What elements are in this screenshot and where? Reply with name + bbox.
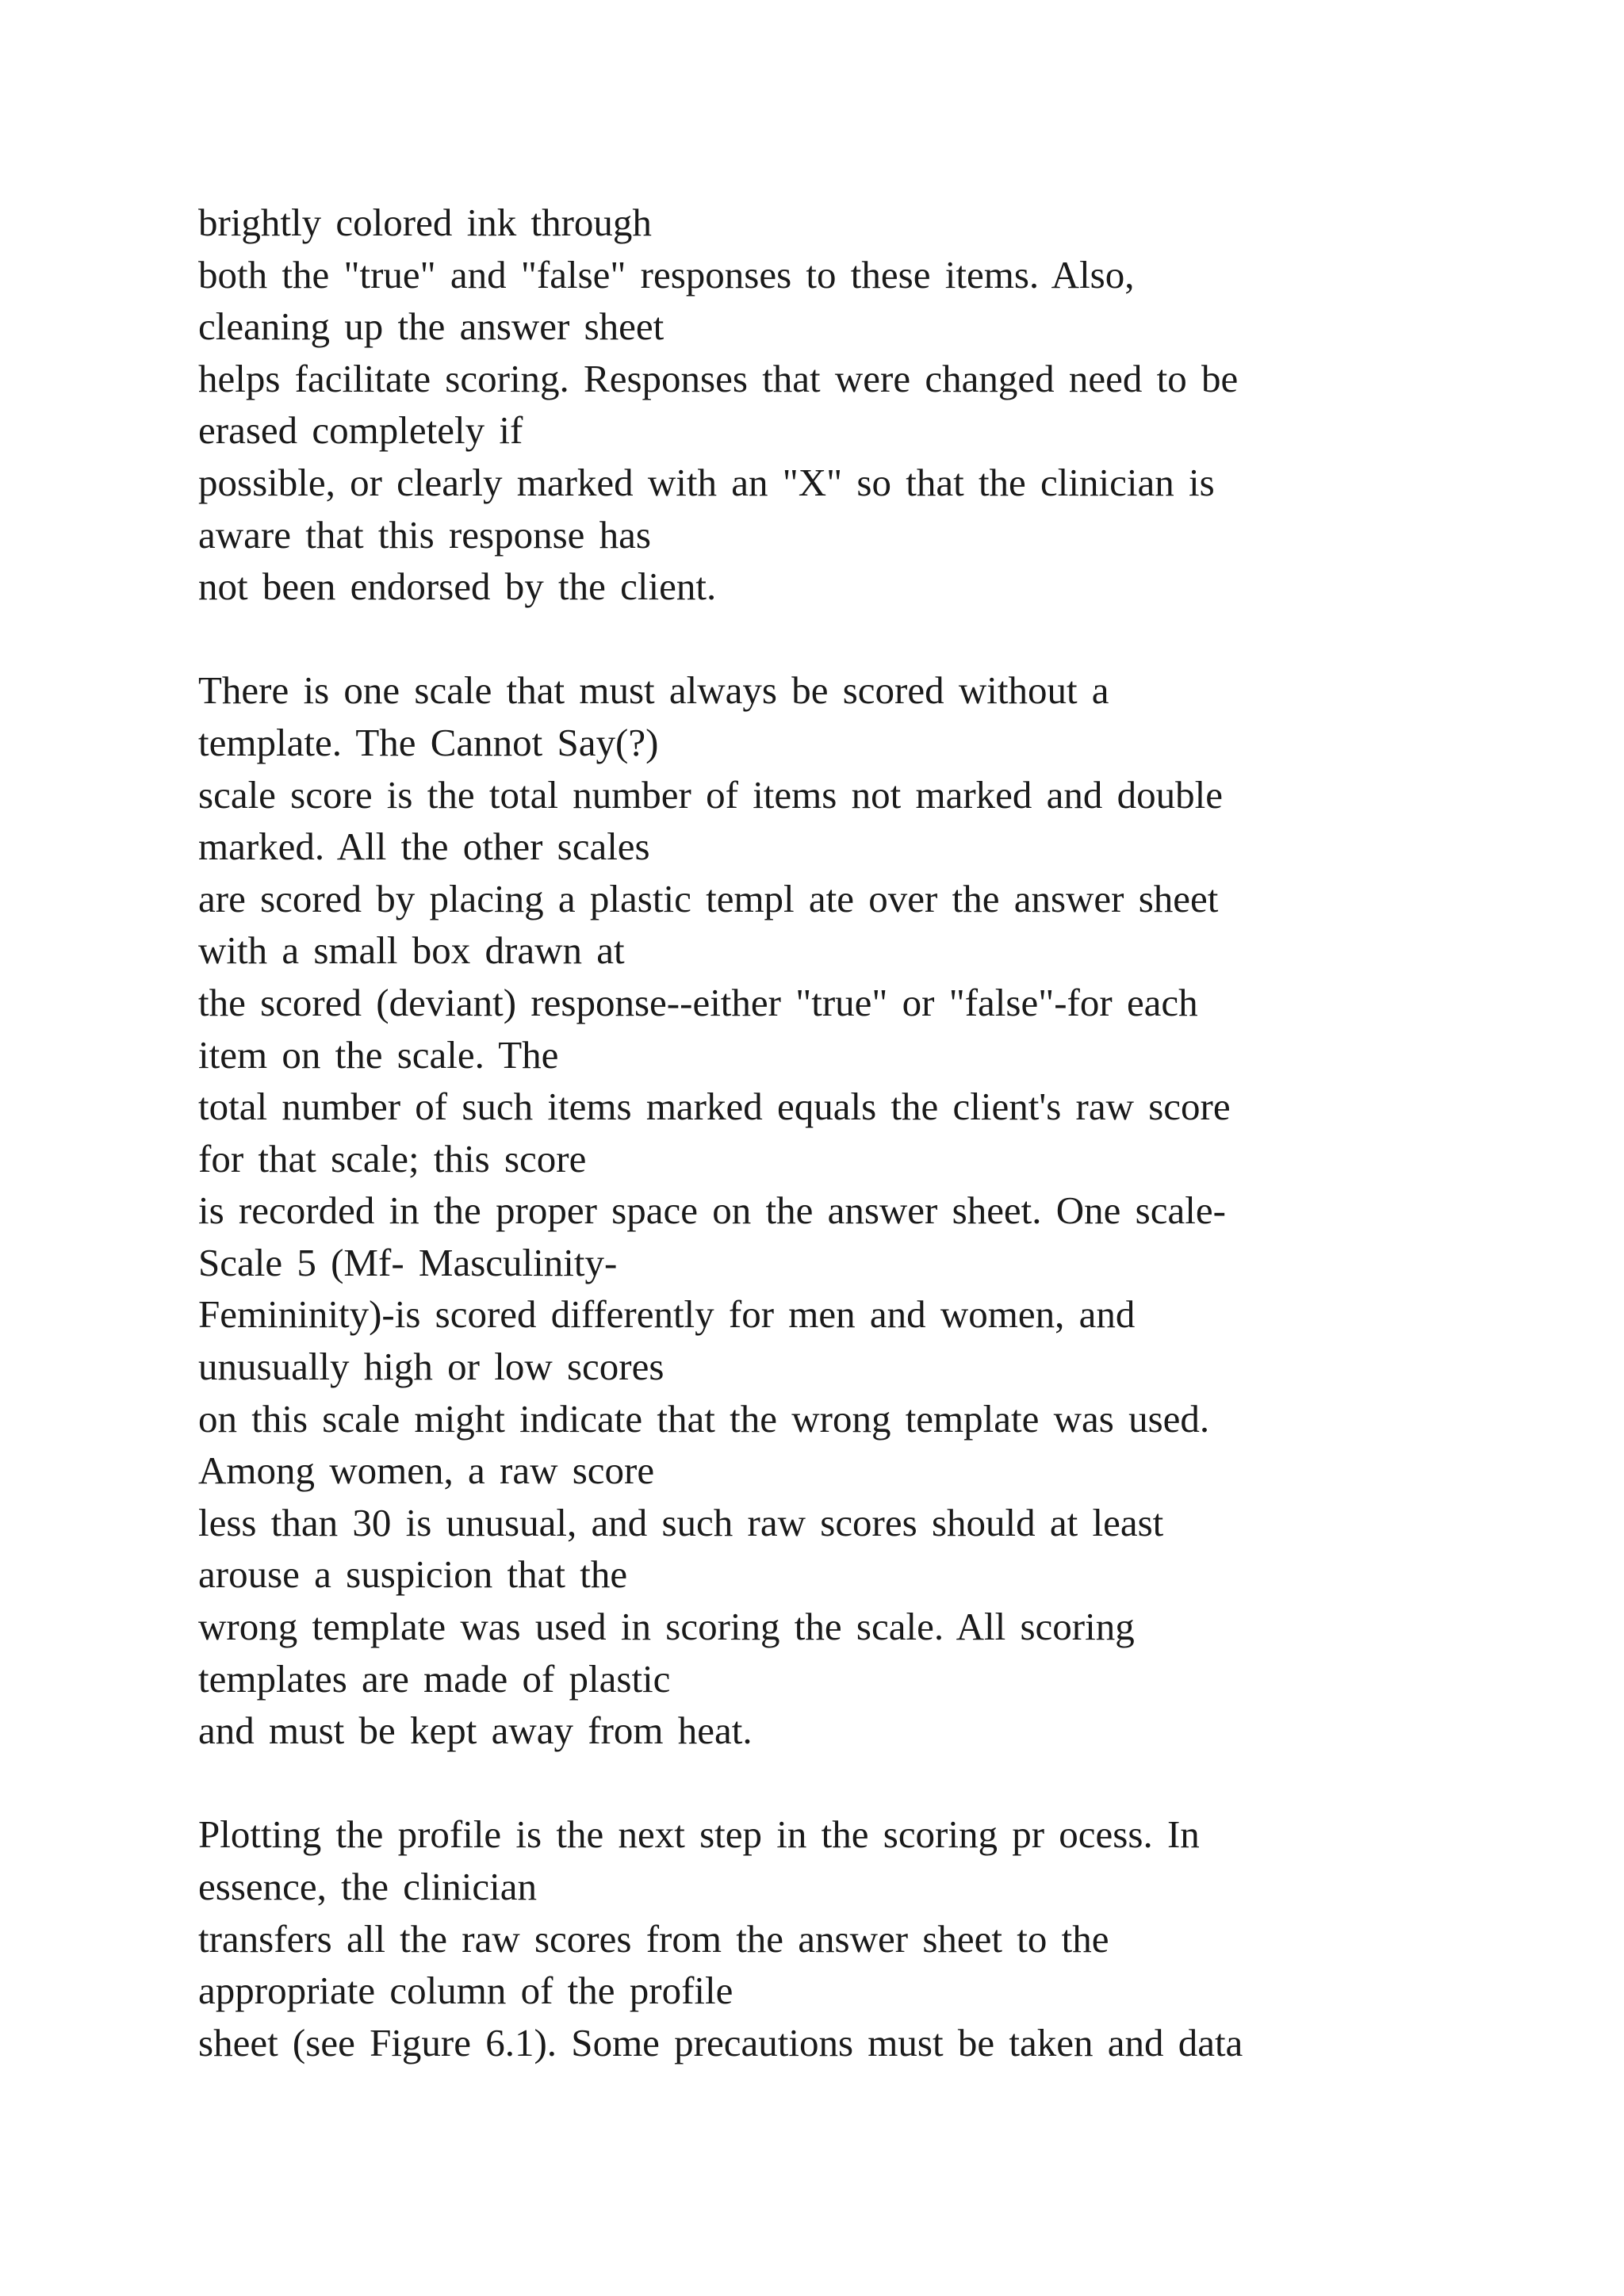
text-line: helps facilitate scoring. Responses that were changed need to be bbox=[198, 356, 1239, 400]
text-line: template. The Cannot Say(?) bbox=[198, 720, 659, 764]
text-line: marked. All the other scales bbox=[198, 825, 650, 869]
text-line: arouse a suspicion that the bbox=[198, 1552, 628, 1597]
text-line: templates are made of plastic bbox=[198, 1656, 671, 1701]
text-line: Femininity)-is scored differently for men and women, and bbox=[198, 1292, 1136, 1337]
text-line: is recorded in the proper space on the answer sheet. One scale- bbox=[198, 1188, 1226, 1233]
text-line: scale score is the total number of items not marked and double bbox=[198, 772, 1224, 817]
text-line: appropriate column of the profile bbox=[198, 1969, 733, 2013]
paragraph-spacer bbox=[198, 613, 1499, 665]
text-line: brightly colored ink through bbox=[198, 201, 652, 244]
text-line: Among women, a raw score bbox=[198, 1448, 655, 1493]
text-line: erased completely if bbox=[198, 408, 523, 453]
document-body bbox=[198, 197, 1499, 2068]
text-line: item on the scale. The bbox=[198, 1032, 559, 1077]
text-line: less than 30 is unusual, and such raw scores should at least bbox=[198, 1500, 1164, 1544]
text-line: possible, or clearly marked with an "X" so that the clinician is bbox=[198, 460, 1215, 504]
text-line: unusually high or low scores bbox=[198, 1345, 665, 1389]
paragraph-2 bbox=[198, 664, 1499, 1756]
text-line: There is one scale that must always be scored without a bbox=[198, 668, 1109, 713]
paragraph-spacer bbox=[198, 1757, 1499, 1809]
text-line: are scored by placing a plastic templ ate over the answer sheet bbox=[198, 876, 1219, 920]
text-line: wrong template was used in scoring the scale. All scoring bbox=[198, 1605, 1135, 1649]
text-line: for that scale; this score bbox=[198, 1136, 587, 1181]
text-line: sheet (see Figure 6.1). Some precautions must be taken and data bbox=[198, 2020, 1243, 2064]
text-line: not been endorsed by the client. bbox=[198, 564, 717, 609]
text-line: both the "true" and "false" responses to these items. Also, bbox=[198, 252, 1135, 297]
text-line: cleaning up the answer sheet bbox=[198, 304, 665, 349]
text-line: essence, the clinician bbox=[198, 1865, 537, 1908]
paragraph-3 bbox=[198, 1808, 1499, 2068]
text-line: transfers all the raw scores from the answer sheet to the bbox=[198, 1916, 1109, 1961]
text-line: Plotting the profile is the next step in the scoring pr ocess. In bbox=[198, 1812, 1200, 1857]
text-line: on this scale might indicate that the wrong template was used. bbox=[198, 1396, 1210, 1441]
text-line: and must be kept away from heat. bbox=[198, 1709, 753, 1753]
text-line: total number of such items marked equals the client's raw score bbox=[198, 1085, 1231, 1129]
text-line: with a small box drawn at bbox=[198, 928, 625, 973]
text-line: Scale 5 (Mf- Masculinity- bbox=[198, 1240, 618, 1284]
paragraph-1 bbox=[198, 197, 1499, 613]
text-line: the scored (deviant) response--either "true" or "false"-for each bbox=[198, 980, 1198, 1024]
text-line: aware that this response has bbox=[198, 512, 651, 557]
